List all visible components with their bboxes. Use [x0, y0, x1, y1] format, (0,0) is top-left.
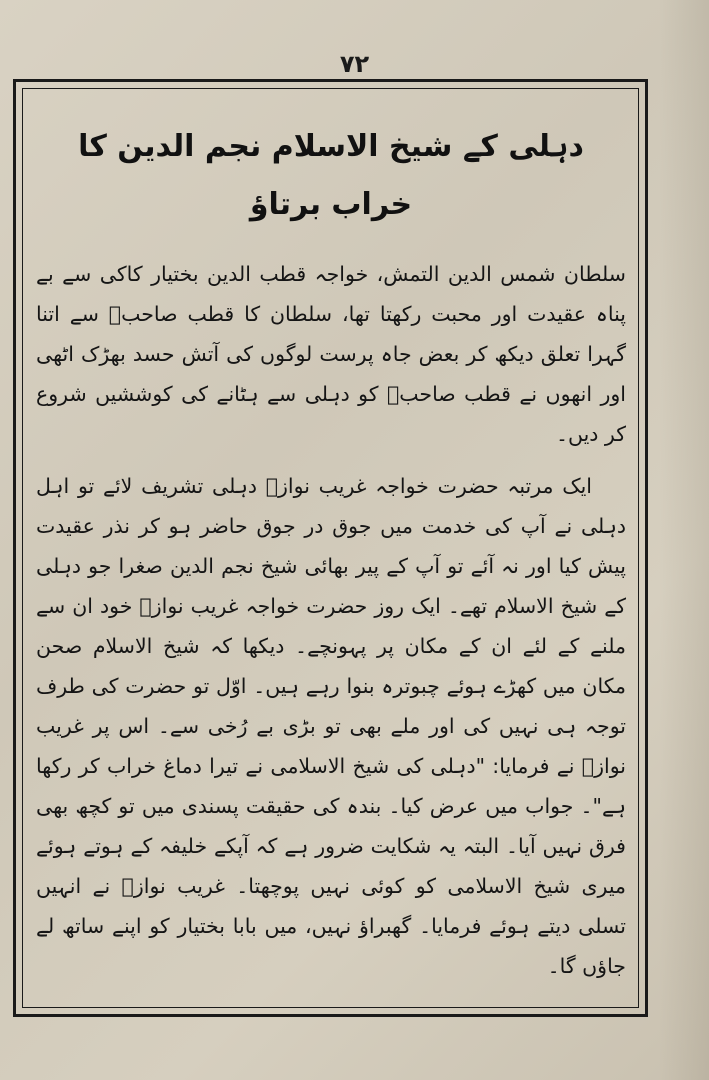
article-title: دہلی کے شیخ الاسلام نجم الدین کا خراب برتاؤ [78, 129, 584, 222]
page-number: ۷۲ [339, 50, 370, 78]
page-edge-shadow [659, 0, 709, 1080]
page-body [36, 118, 626, 998]
paragraph-1: سلطان شمس الدین التمش، خواجہ قطب الدین بختیار کاکی سے بے پناہ عقیدت اور محبت رکھتا تھا، سلطان کا قطب صاحبؒ سے اتنا گہرا تعلق دیکھ کر بعض جاہ پرست لوگوں کی آتش حسد بھڑک اٹھی اور انھوں نے قطب صاحبؒ کو دہلی سے ہٹانے کی کوششیں شروع کر دیں۔ [36, 262, 626, 446]
paragraph-2: ایک مرتبہ حضرت خواجہ غریب نوازؒ دہلی تشریف لائے تو اہل دہلی نے آپ کی خدمت میں جوق در جوق حاضر ہو کر نذر عقیدت پیش کیا اور نہ آئے تو آپ کے پیر بھائی شیخ نجم الدین صغرا جو دہلی کے شیخ الاسلام تھے۔ ایک روز حضرت خواجہ غریب نوازؒ خود ان سے ملنے کے لئے ان کے مکان پر پہونچے۔ دیکھا کہ شیخ الاسلام صحن مکان میں کھڑے ہوئے چبوترہ بنوا رہے ہیں۔ اوّل تو حضرت کی طرف توجہ ہی نہیں کی اور ملے بھی تو بڑی بے رُخی سے۔ اس پر غریب نوازؒ نے فرمایا: "دہلی کی شیخ الاسلامی نے تیرا دماغ خراب کر رکھا ہے"۔ جواب میں عرض کیا۔ بندہ کی حقیقت پسندی میں تو کچھ بھی فرق نہیں آیا۔ البتہ یہ شکایت ضرور ہے کہ آپکے خلیفہ کے ہوتے ہوئے میری شیخ الاسلامی کو کوئی نہیں پوچھتا۔ غریب نوازؒ نے انہیں تسلی دیتے ہوئے فرمایا۔ گھبراؤ نہیں، میں بابا بختیار کو اپنے ساتھ لے جاؤں گا۔ [36, 474, 626, 978]
